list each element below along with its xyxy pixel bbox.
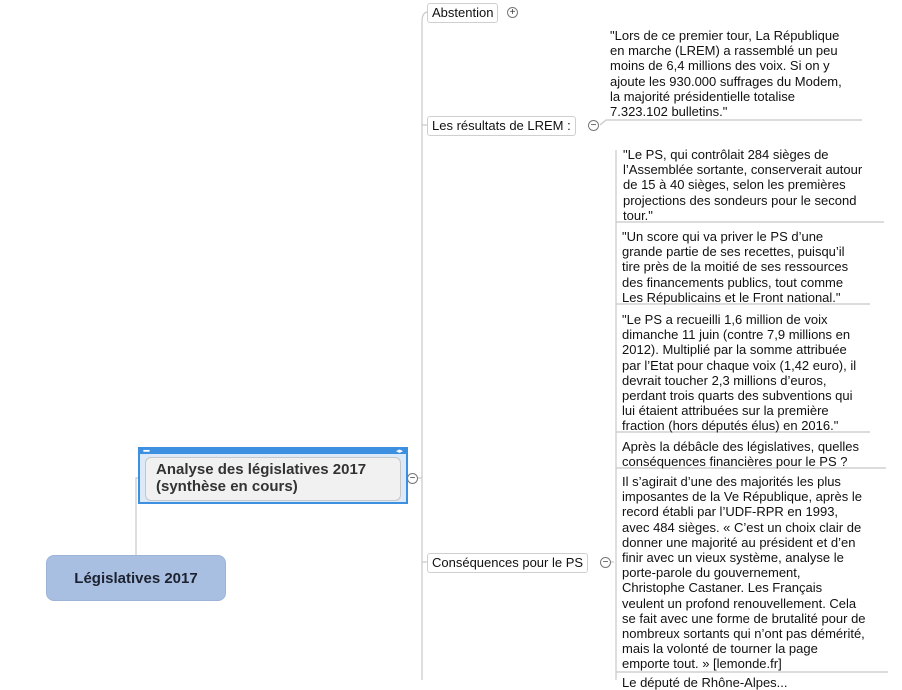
resize-arrows-icon[interactable]: ◂▸	[395, 448, 403, 455]
branch-consequences-label: Conséquences pour le PS	[432, 555, 584, 570]
branch-abstention-label: Abstention	[432, 5, 494, 20]
central-topic-selection[interactable]	[138, 447, 408, 504]
central-topic[interactable]	[145, 457, 401, 501]
drag-grip-icon[interactable]: ▪▪▪▪	[143, 448, 149, 455]
note-partial[interactable]: Le député de Rhône-Alpes...	[622, 675, 788, 690]
note-ps-votes[interactable]: "Le PS a recueilli 1,6 million de voix dimanche 11 juin (contre 7,9 millions en 2012). Multiplié par la somme attribuée par l’Etat pour chaque voix (1,42 euro), il devrait toucher 2,3 millions d’euros, perdant trois quarts des subventions qui lui étaient attribuées sur la première fraction (hors députés élus) en 2016."	[622, 312, 857, 434]
note-lrem-results[interactable]: "Lors de ce premier tour, La République en marche (LREM) a rassemblé un peu moins de 6,4 millions des voix. Si on y ajoute les 930.000 suffrages du Modem, la majorité présidentielle totalise 7.323.102 bulletins."	[610, 28, 842, 120]
note-ps-question[interactable]: Après la débâcle des législatives, quelles conséquences financières pour le PS ?	[622, 439, 860, 470]
branch-ps-consequences[interactable]	[427, 553, 588, 573]
branch-abstention[interactable]	[427, 3, 498, 23]
note-majority[interactable]: Il s’agirait d’une des majorités les plus imposantes de la Ve République, après le record établi par l’UDF-RPR en 1993, avec 484 sièges. « C’est un choix clair de donner une majorité au président et d’en finir avec un vieux système, analyse le porte-parole du gouvernement, Christophe Castaner. Les Français veulent un profond renouvellement. Cela se fait avec une forme de brutalité pour de nombreux sortants qui n’ont pas démérité, mais la volonté de tourner la page emporte tout. » [lemonde.fr]	[622, 474, 866, 672]
collapse-central-icon[interactable]: −	[407, 473, 418, 484]
drag-handle[interactable]	[140, 449, 406, 454]
note-ps-revenue[interactable]: "Un score qui va priver le PS d’une grande partie de ses recettes, puisqu’il tire près de la moitié de ses ressources des financements publics, tout comme Les Républicains et le Front national."	[622, 229, 849, 305]
central-topic-line1: Analyse des législatives 2017	[156, 461, 367, 478]
branch-lrem-label: Les résultats de LREM :	[432, 118, 571, 133]
note-ps-seats[interactable]: "Le PS, qui contrôlait 284 sièges de l’Assemblée sortante, conserverait autour de 15 à 40 sièges, selon les premières projections des sondeurs pour le second tour."	[623, 147, 863, 223]
branch-lrem-results[interactable]	[427, 116, 576, 136]
collapse-lrem-icon[interactable]: −	[588, 120, 599, 131]
root-topic-label: Législatives 2017	[74, 569, 198, 587]
collapse-consequences-icon[interactable]: −	[600, 557, 611, 568]
root-topic[interactable]	[46, 555, 226, 601]
central-topic-line2: (synthèse en cours)	[156, 478, 298, 495]
expand-abstention-icon[interactable]: +	[507, 7, 518, 18]
